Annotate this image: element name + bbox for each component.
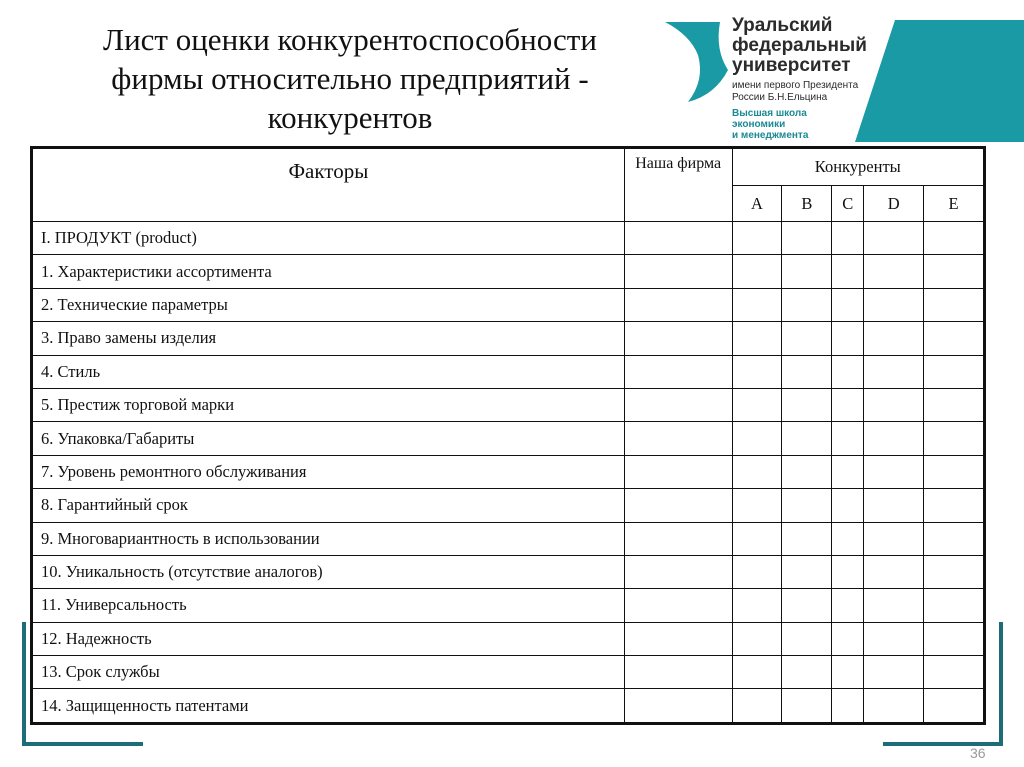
factor-label: 1. Характеристики ассортимента [32,255,625,288]
score-cell[interactable] [782,656,832,689]
university-logo [660,10,1024,145]
factor-label: 6. Упаковка/Габариты [32,422,625,455]
score-cell[interactable] [832,522,864,555]
competitors-header: Конкуренты [732,148,984,186]
score-cell[interactable] [832,288,864,321]
table-row [32,622,985,655]
factor-label: 11. Универсальность [32,589,625,622]
score-cell[interactable] [624,422,732,455]
score-cell[interactable] [924,455,985,488]
title-line: конкурентов [267,100,433,135]
title-line: фирмы относительно предприятий - [111,61,589,96]
factor-label: 4. Стиль [32,355,625,388]
table-row [32,522,985,555]
score-cell[interactable] [732,589,782,622]
our-firm-header: Наша фирма [624,148,732,222]
score-cell[interactable] [832,255,864,288]
score-cell[interactable] [924,355,985,388]
score-cell[interactable] [732,689,782,723]
score-cell[interactable] [864,522,924,555]
logo-text: имени первого Президента [732,80,859,91]
score-cell[interactable] [732,255,782,288]
score-cell[interactable] [864,656,924,689]
table-row [32,689,985,723]
score-cell[interactable] [732,322,782,355]
score-cell[interactable] [782,288,832,321]
score-cell[interactable] [624,222,732,255]
table-row [32,489,985,522]
score-cell[interactable] [782,555,832,588]
score-cell[interactable] [624,689,732,723]
table-row [32,589,985,622]
score-cell[interactable] [924,522,985,555]
score-cell[interactable] [924,489,985,522]
score-cell[interactable] [864,589,924,622]
score-cell[interactable] [864,455,924,488]
table-row [32,555,985,588]
score-cell[interactable] [832,388,864,421]
score-cell[interactable] [864,222,924,255]
score-cell[interactable] [832,589,864,622]
corner-bracket-right [999,622,1003,746]
score-cell[interactable] [624,656,732,689]
competitor-D-header: D [864,186,924,222]
score-cell[interactable] [864,489,924,522]
table-row [32,288,985,321]
score-cell[interactable] [782,622,832,655]
score-cell[interactable] [732,388,782,421]
score-cell[interactable] [782,455,832,488]
slide-title [60,20,640,137]
factor-label: 13. Срок службы [32,656,625,689]
score-cell[interactable] [732,656,782,689]
factor-label: 8. Гарантийный срок [32,489,625,522]
title-line: Лист оценки конкурентоспособности [103,22,597,57]
score-cell[interactable] [832,489,864,522]
competitor-A-header: A [732,186,782,222]
logo-text: университет [732,55,851,76]
score-cell[interactable] [864,255,924,288]
competitor-B-header: B [782,186,832,222]
factor-label: 7. Уровень ремонтного обслуживания [32,455,625,488]
score-cell[interactable] [924,689,985,723]
score-cell[interactable] [732,455,782,488]
score-cell[interactable] [624,489,732,522]
competitor-C-header: C [832,186,864,222]
logo-text: России Б.Н.Ельцина [732,92,828,103]
logo-text: экономики [732,119,786,130]
score-cell[interactable] [782,388,832,421]
logo-text: Высшая школа [732,108,807,119]
score-cell[interactable] [624,255,732,288]
score-cell[interactable] [924,255,985,288]
score-cell[interactable] [832,622,864,655]
table-row [32,255,985,288]
score-cell[interactable] [924,422,985,455]
table-row [32,388,985,421]
table-row [32,656,985,689]
score-cell[interactable] [732,288,782,321]
score-cell[interactable] [832,555,864,588]
score-cell[interactable] [924,555,985,588]
score-cell[interactable] [832,222,864,255]
score-cell[interactable] [732,355,782,388]
score-cell[interactable] [864,622,924,655]
score-cell[interactable] [924,322,985,355]
logo-text: федеральный [732,35,867,56]
factor-label: 12. Надежность [32,622,625,655]
factor-label: 9. Многовариантность в использовании [32,522,625,555]
competitor-E-header: E [924,186,985,222]
score-cell[interactable] [624,288,732,321]
score-cell[interactable] [624,589,732,622]
page-number: 36 [970,745,986,761]
score-cell[interactable] [782,522,832,555]
score-cell[interactable] [782,689,832,723]
score-cell[interactable] [832,355,864,388]
score-cell[interactable] [732,489,782,522]
score-cell[interactable] [782,322,832,355]
score-cell[interactable] [864,689,924,723]
logo-text: Уральский [732,15,833,36]
factor-label: 5. Престиж торговой марки [32,388,625,421]
score-cell[interactable] [732,522,782,555]
score-cell[interactable] [782,589,832,622]
score-cell[interactable] [782,422,832,455]
score-cell[interactable] [924,656,985,689]
table-row [32,322,985,355]
factor-label: 10. Уникальность (отсутствие аналогов) [32,555,625,588]
score-cell[interactable] [782,355,832,388]
table-row [32,222,985,255]
score-cell[interactable] [864,322,924,355]
score-cell[interactable] [624,522,732,555]
score-cell[interactable] [732,555,782,588]
score-cell[interactable] [624,622,732,655]
score-cell[interactable] [732,422,782,455]
score-cell[interactable] [624,555,732,588]
score-cell[interactable] [832,689,864,723]
score-cell[interactable] [864,355,924,388]
table-row [32,355,985,388]
score-cell[interactable] [924,589,985,622]
factor-label: 14. Защищенность патентами [32,689,625,723]
score-cell[interactable] [732,222,782,255]
score-cell[interactable] [864,288,924,321]
table-row [32,422,985,455]
score-cell[interactable] [924,288,985,321]
score-cell[interactable] [864,555,924,588]
score-cell[interactable] [864,388,924,421]
table-row [32,455,985,488]
factor-label: 3. Право замены изделия [32,322,625,355]
score-cell[interactable] [782,255,832,288]
logo-text: и менеджмента [732,130,809,141]
factors-header: Факторы [32,148,625,222]
score-cell[interactable] [624,388,732,421]
score-cell[interactable] [624,355,732,388]
score-cell[interactable] [624,322,732,355]
corner-bracket-left [22,622,26,746]
factor-label: I. ПРОДУКТ (product) [32,222,625,255]
score-cell[interactable] [924,388,985,421]
score-cell[interactable] [832,656,864,689]
factor-label: 2. Технические параметры [32,288,625,321]
score-cell[interactable] [782,222,832,255]
score-cell[interactable] [832,322,864,355]
score-cell[interactable] [732,622,782,655]
score-cell[interactable] [832,422,864,455]
competitiveness-table [30,146,986,725]
corner-bracket-left-bottom [22,742,143,746]
score-cell[interactable] [924,222,985,255]
score-cell[interactable] [924,622,985,655]
score-cell[interactable] [782,489,832,522]
score-cell[interactable] [624,455,732,488]
score-cell[interactable] [864,422,924,455]
score-cell[interactable] [832,455,864,488]
